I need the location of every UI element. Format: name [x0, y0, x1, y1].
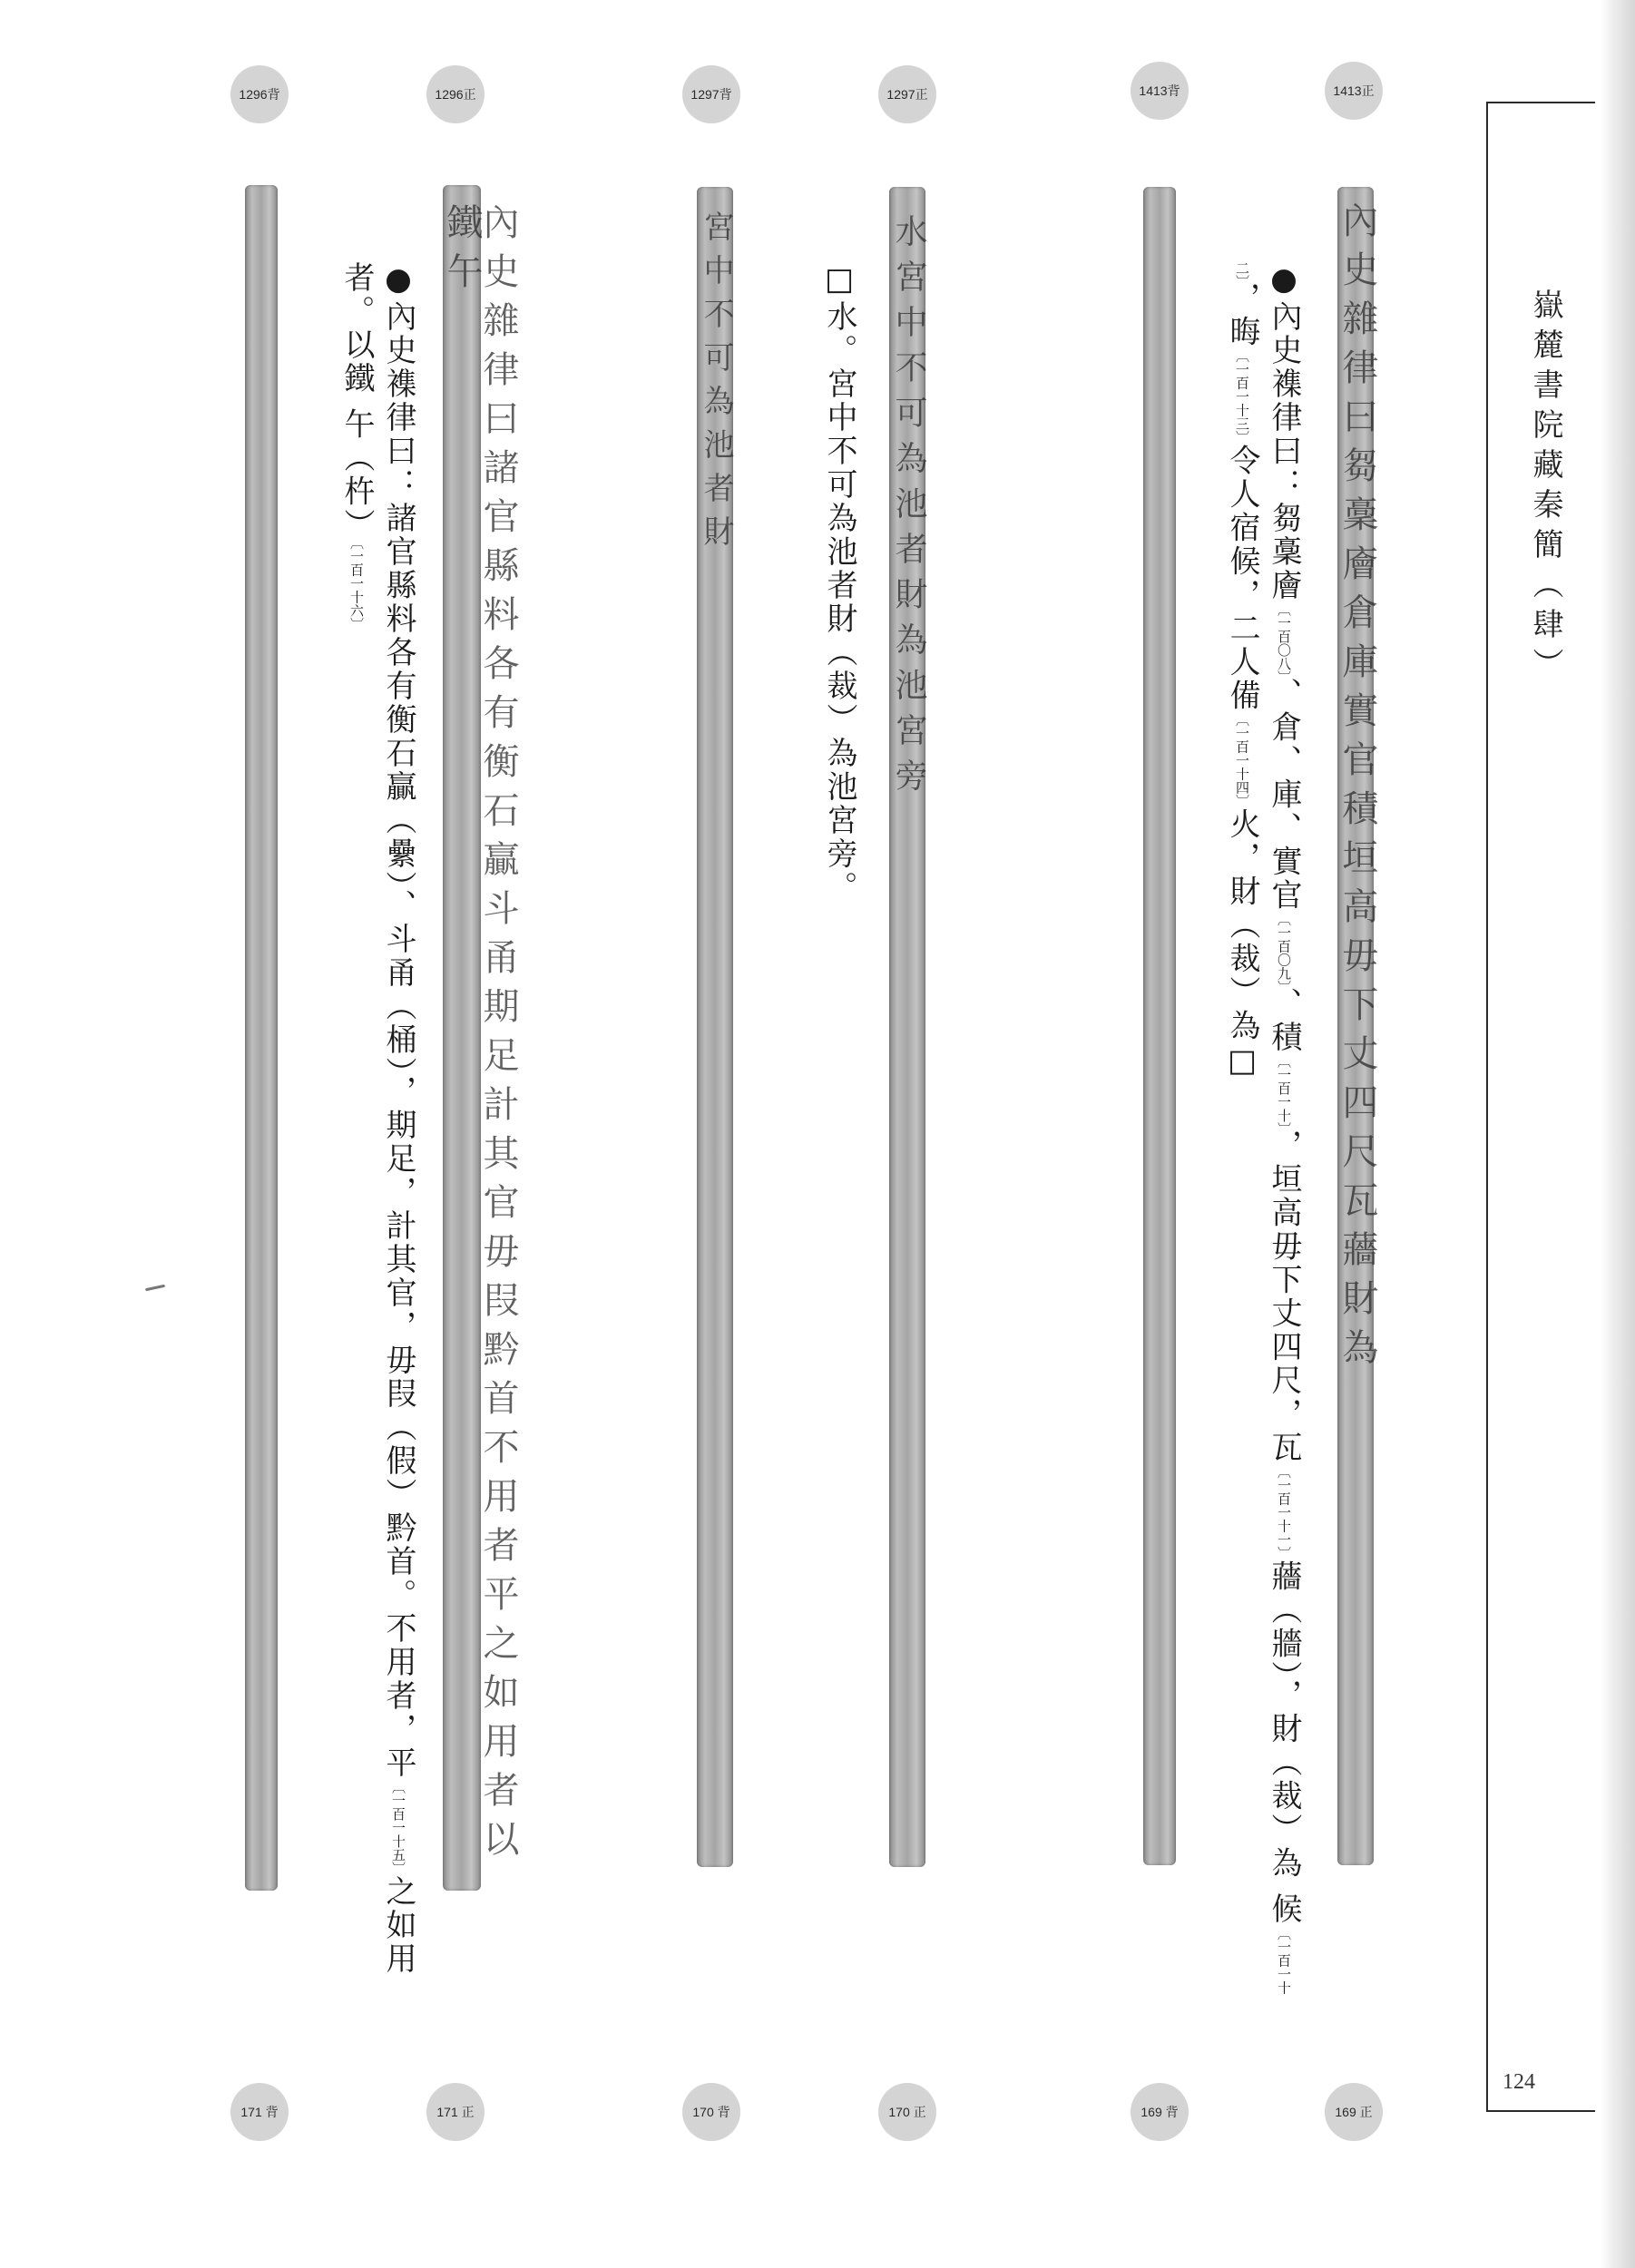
- slip-number-169-back: 169 背: [1131, 2083, 1189, 2141]
- slip-number-171-front: 171 正: [426, 2083, 485, 2141]
- slip-number-note: 〔一百一十三〕: [1234, 348, 1250, 445]
- bamboo-slip-1413-back: [1143, 187, 1176, 1865]
- slip-number-note: 〔一百一十二〕: [1234, 261, 1292, 1995]
- page-number: 124: [1503, 2070, 1535, 2094]
- book-title: 嶽麓書院藏秦簡（肆）: [1527, 288, 1563, 688]
- page-edge-shadow: [1601, 0, 1635, 2268]
- slip-label-1297-back: 1297背: [682, 65, 740, 123]
- slip-number-note: 〔一百一十六〕: [348, 542, 365, 631]
- slip-script-1296-front: 內史雜律曰諸官縣料各有衡石贏斗甬期足計其官毋叚黔首不用者平之如用者以鐵午: [441, 203, 519, 1869]
- slip-label-1413-back: 1413背: [1131, 62, 1189, 120]
- transcription-text: ，垣高毋下丈四尺，瓦: [1266, 1129, 1302, 1465]
- transcription-169: [1205, 261, 1305, 2021]
- transcription-170: [809, 261, 860, 1168]
- slip-number-note: 〔一百一十五〕: [390, 1780, 406, 1875]
- slip-number-170-front: 170 正: [878, 2083, 936, 2141]
- transcription-text: ●內史襍律曰：諸官縣料各有衡石贏（纍）、斗甬（桶），期足，計其官，毋叚（假）黔首。不用者，平: [380, 261, 416, 1780]
- slip-number-note: 〔一百一十四〕: [1234, 712, 1250, 808]
- transcription-text: □水。宮中不可為池者財（裁）為池宮旁。: [821, 261, 857, 904]
- slip-script-1297-front: 水宮中不可為池者財為池宮旁: [890, 214, 927, 804]
- scan-speck: [145, 1285, 165, 1292]
- slip-number-note: 〔一百〇九〕: [1276, 912, 1292, 987]
- slip-number-note: 〔一百〇八〕: [1276, 602, 1292, 678]
- slip-number-170-back: 170 背: [682, 2083, 740, 2141]
- bamboo-slip-1296-back: [245, 185, 278, 1891]
- slip-number-note: 〔一百一十一〕: [1276, 1464, 1292, 1560]
- slip-label-1413-front: 1413正: [1325, 62, 1383, 120]
- transcription-text: 、積: [1266, 987, 1302, 1054]
- slip-label-1296-back: 1296背: [230, 65, 289, 123]
- transcription-text: ，晦: [1224, 281, 1260, 349]
- transcription-text: 午（杵）: [338, 407, 375, 543]
- slip-number-171-back: 171 背: [230, 2083, 289, 2141]
- slip-label-1296-front: 1296正: [426, 65, 485, 123]
- slip-label-1297-front: 1297正: [878, 65, 936, 123]
- transcription-text: 、倉、庫、實官: [1266, 677, 1302, 913]
- transcription-text: ●內史襍律曰：芻稾廥: [1266, 261, 1302, 602]
- slip-script-1413-front: 內史雜律曰芻稾廥倉庫實官積垣高毋下丈四尺瓦蘠財為: [1336, 201, 1378, 1377]
- transcription-text: 火，財（裁）為□: [1224, 807, 1260, 1082]
- slip-script-1297-back: 宮中不可為池者財: [698, 210, 734, 559]
- slip-number-169-front: 169 正: [1325, 2083, 1383, 2141]
- transcription-171: [319, 261, 419, 2030]
- transcription-text: 令人宿候，二人備: [1224, 444, 1260, 713]
- transcription-text: 之如用者。以鐵: [338, 261, 416, 1976]
- slip-number-note: 〔一百一十〕: [1276, 1054, 1292, 1129]
- transcription-text: 候: [1266, 1892, 1302, 1927]
- transcription-text: 蘠（牆），財（裁）為: [1266, 1559, 1302, 1881]
